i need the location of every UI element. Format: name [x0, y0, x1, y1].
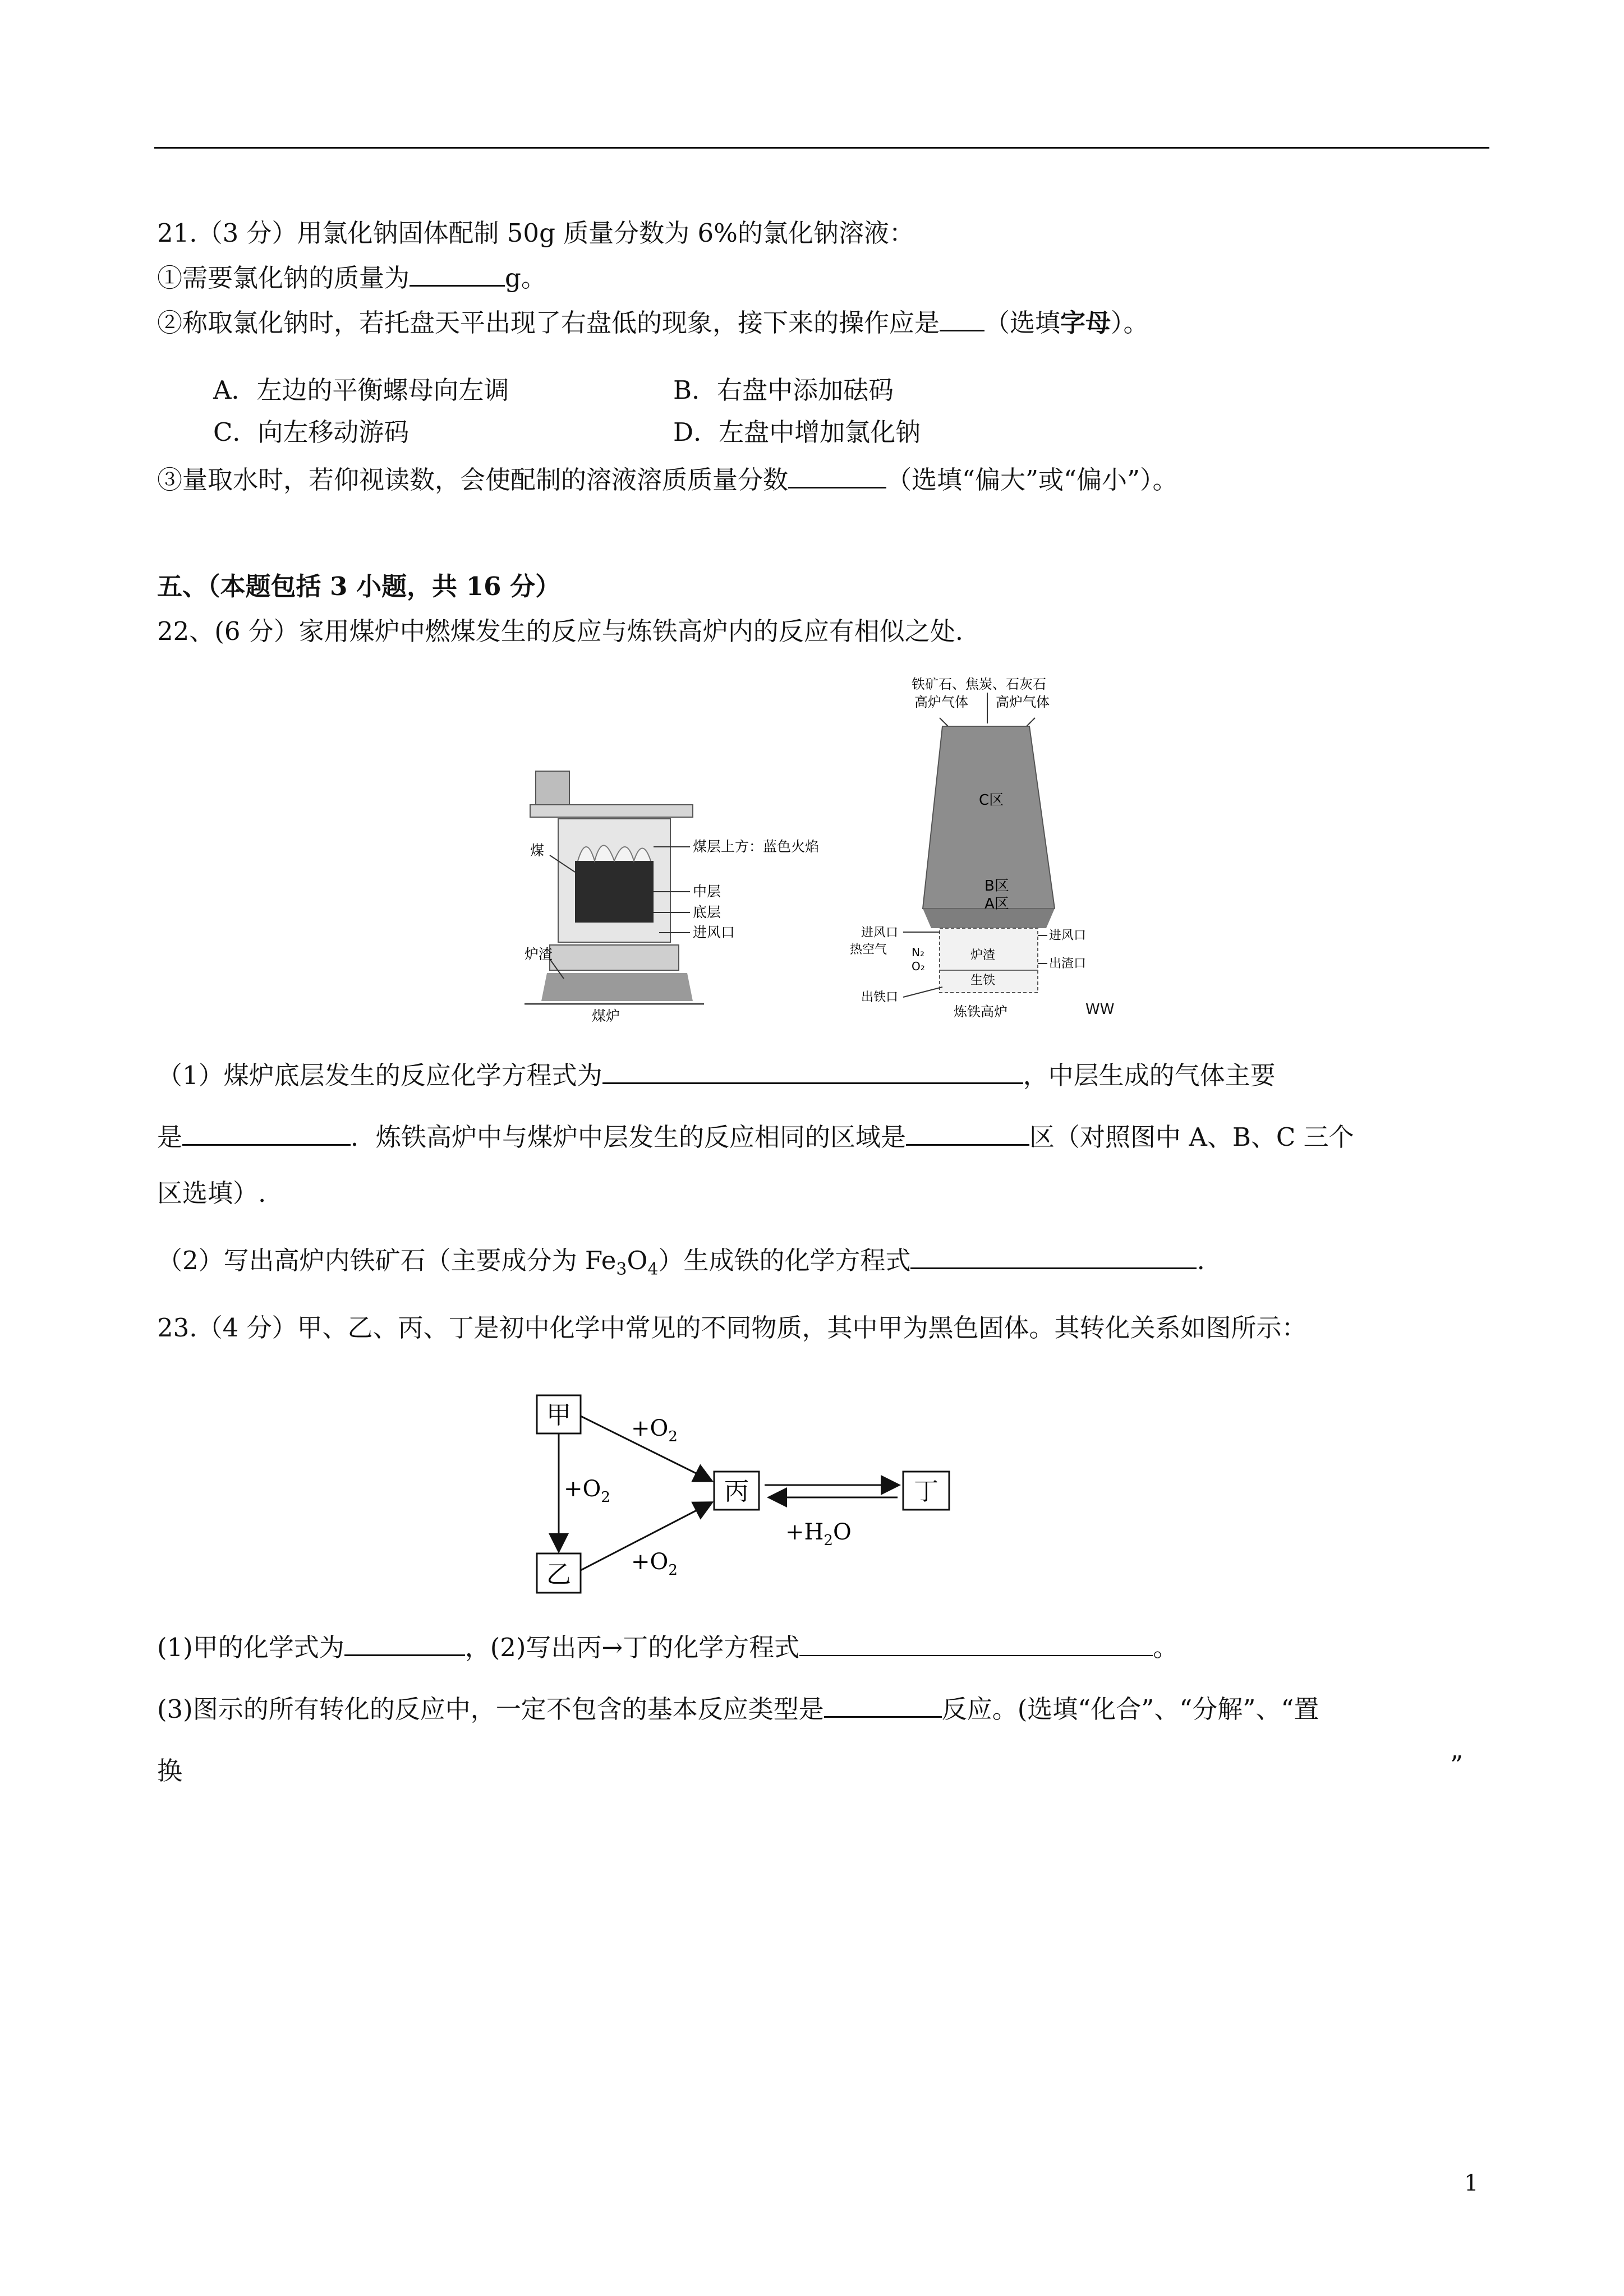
zone-b-label: B区 — [984, 878, 1009, 895]
label-coal: 煤 — [530, 842, 545, 859]
page-number: 1 — [1464, 2170, 1479, 2196]
zone-a-label: A区 — [984, 896, 1009, 912]
blast-furnace-figure — [850, 673, 1128, 1023]
box-yi-label: 乙 — [546, 1560, 571, 1589]
q22-sub2-sub3: 3 — [616, 1260, 627, 1279]
q22-answer-blank-4[interactable] — [910, 1245, 1197, 1269]
slag-label: 炉渣 — [970, 948, 996, 962]
q23-sub3-text: (3)图示的所有转化的反应中，一定不包含的基本反应类型是 — [157, 1694, 824, 1724]
figure-tag: WW — [1085, 1001, 1115, 1018]
q22-sub2-text-b: ）生成铁的化学方程式 — [658, 1246, 911, 1275]
q22-sub1-line3: 区选填）. — [157, 1178, 266, 1208]
q23-sub2-end: 。 — [1153, 1633, 1179, 1662]
q21-part2-end: ）。 — [1111, 308, 1149, 338]
q21-option-a: A．左边的平衡螺母向左调 — [213, 375, 509, 405]
q21-answer-blank-1[interactable] — [410, 262, 505, 287]
q23-close-quote: ” — [1450, 1750, 1464, 1780]
q23-answer-blank-2[interactable] — [799, 1633, 1153, 1656]
q21-part2-text: ②称取氯化钠时，若托盘天平出现了右盘低的现象，接下来的操作应是 — [157, 308, 940, 338]
q22-sub1-line2 — [157, 1121, 1354, 1154]
q23-sub2-text: ，(2)写出丙→丁的化学方程式 — [464, 1633, 800, 1662]
label-bottom: 底层 — [693, 904, 721, 920]
coal-layer — [575, 861, 654, 923]
q21-option-c: C．向左移动游码 — [213, 417, 410, 447]
q21-part3-text: ③量取水时，若仰视读数，会使配制的溶液溶质质量分数 — [157, 465, 789, 495]
q21-part1 — [157, 261, 546, 295]
label-middle: 中层 — [693, 883, 721, 900]
q21-option-b: B．右盘中添加砝码 — [673, 375, 894, 405]
q22-sub2-end: . — [1197, 1246, 1205, 1275]
q23-sub3-text-b: 反应。(选填“化合”、“分解”、“置 — [941, 1694, 1319, 1724]
q22-sub2-o: O — [627, 1246, 648, 1275]
q22-answer-blank-3[interactable] — [906, 1122, 1029, 1146]
q21-part2-bold: 字母 — [1060, 308, 1111, 338]
q22-sub1-text-c: 是 — [157, 1122, 183, 1152]
label-inlet: 进风口 — [693, 924, 735, 940]
q23-sub3-line2: 换 — [157, 1756, 183, 1786]
q21-answer-blank-2[interactable] — [940, 307, 984, 331]
q23-answer-blank-1[interactable] — [344, 1632, 465, 1656]
q23-stem: 23.（4 分）甲、乙、丙、丁是初中化学中常见的不同物质，其中甲为黑色固体。其转化关系如图所示： — [157, 1313, 1307, 1343]
coal-stove-figure — [525, 766, 827, 1023]
furnace-gas-right: 高炉气体 — [996, 694, 1050, 710]
q21-stem: 21.（3 分）用氯化钠固体配制 50g 质量分数为 6%的氯化钠溶液： — [157, 218, 914, 248]
stove-chimney — [536, 771, 569, 805]
q21-part3 — [157, 463, 1178, 497]
furnace-top-label: 铁矿石、焦炭、石灰石 — [912, 676, 1046, 692]
stove-top-plate — [530, 805, 693, 817]
q21-part1-text: ①需要氯化钠的质量为 — [157, 263, 410, 293]
q22-stem: 22、(6 分）家用煤炉中燃煤发生的反应与炼铁高炉内的反应有相似之处. — [157, 616, 964, 646]
slag-outlet-label: 出渣口 — [1049, 957, 1087, 971]
pig-iron-label: 生铁 — [970, 974, 996, 988]
q23-sub1-text: (1)甲的化学式为 — [157, 1633, 344, 1662]
iron-outlet-label: 出铁口 — [861, 990, 899, 1004]
label-o2-top: $+O_2$ — [631, 1416, 678, 1445]
inlet-left-label: 进风口 — [861, 926, 899, 940]
q23-sub1 — [157, 1631, 1178, 1665]
q21-answer-blank-3[interactable] — [788, 464, 886, 488]
furnace-caption: 炼铁高炉 — [954, 1004, 1007, 1020]
q22-sub2 — [157, 1244, 1205, 1287]
zone-c-label: C区 — [979, 792, 1004, 809]
q23-sub3 — [157, 1693, 1319, 1726]
q22-sub1-text-a: （1）煤炉底层发生的反应化学方程式为 — [157, 1061, 602, 1090]
section-5-title: 五、（本题包括 3 小题，共 16 分） — [157, 571, 561, 601]
header-rule — [154, 147, 1489, 149]
n2-label: N₂ — [912, 946, 924, 959]
label-o2-bottom: $+O_2$ — [631, 1549, 678, 1579]
q22-sub2-sub4: 4 — [647, 1260, 659, 1279]
q22-sub2-text: （2）写出高炉内铁矿石（主要成分为 Fe — [157, 1246, 617, 1275]
stove-base — [550, 945, 679, 970]
q21-part1-unit: g。 — [505, 263, 546, 293]
o2-label: O₂ — [912, 960, 925, 973]
conversion-diagram — [530, 1391, 956, 1598]
label-top-flame: 煤层上方：蓝色火焰 — [693, 838, 820, 855]
q21-part2-mid: （选填 — [984, 308, 1061, 338]
q22-answer-blank-2[interactable] — [182, 1122, 351, 1146]
inlet-right-label: 进风口 — [1049, 929, 1087, 943]
box-bing-label: 丙 — [724, 1477, 749, 1506]
q21-option-d: D．左盘中增加氯化钠 — [673, 417, 921, 447]
stove-caption: 煤炉 — [592, 1008, 620, 1023]
q22-answer-blank-1[interactable] — [602, 1060, 1023, 1084]
q22-sub1-text-d: ．炼铁高炉中与煤炉中层发生的反应相同的区域是 — [351, 1122, 907, 1152]
hot-air-label: 热空气 — [850, 943, 887, 957]
q21-part3-end: （选填“偏大”或“偏小”）。 — [886, 465, 1178, 495]
q22-sub1-line1 — [157, 1059, 1276, 1092]
q23-answer-blank-3[interactable] — [824, 1694, 942, 1718]
slag-pile — [541, 973, 693, 1001]
q22-sub1-text-b: ，中层生成的气体主要 — [1023, 1061, 1276, 1090]
label-h2o: $+H_2O$ — [785, 1519, 852, 1549]
label-o2-left: $+O_2$ — [564, 1476, 610, 1506]
leader-iron-outlet — [903, 987, 942, 997]
box-ding-label: 丁 — [914, 1477, 938, 1506]
label-slag: 炉渣 — [525, 946, 553, 962]
q21-part2 — [157, 306, 1149, 340]
q22-sub1-text-e: 区（对照图中 A、B、C 三个 — [1029, 1122, 1354, 1152]
furnace-gas-left: 高炉气体 — [914, 694, 968, 710]
box-jia-label: 甲 — [546, 1401, 571, 1430]
